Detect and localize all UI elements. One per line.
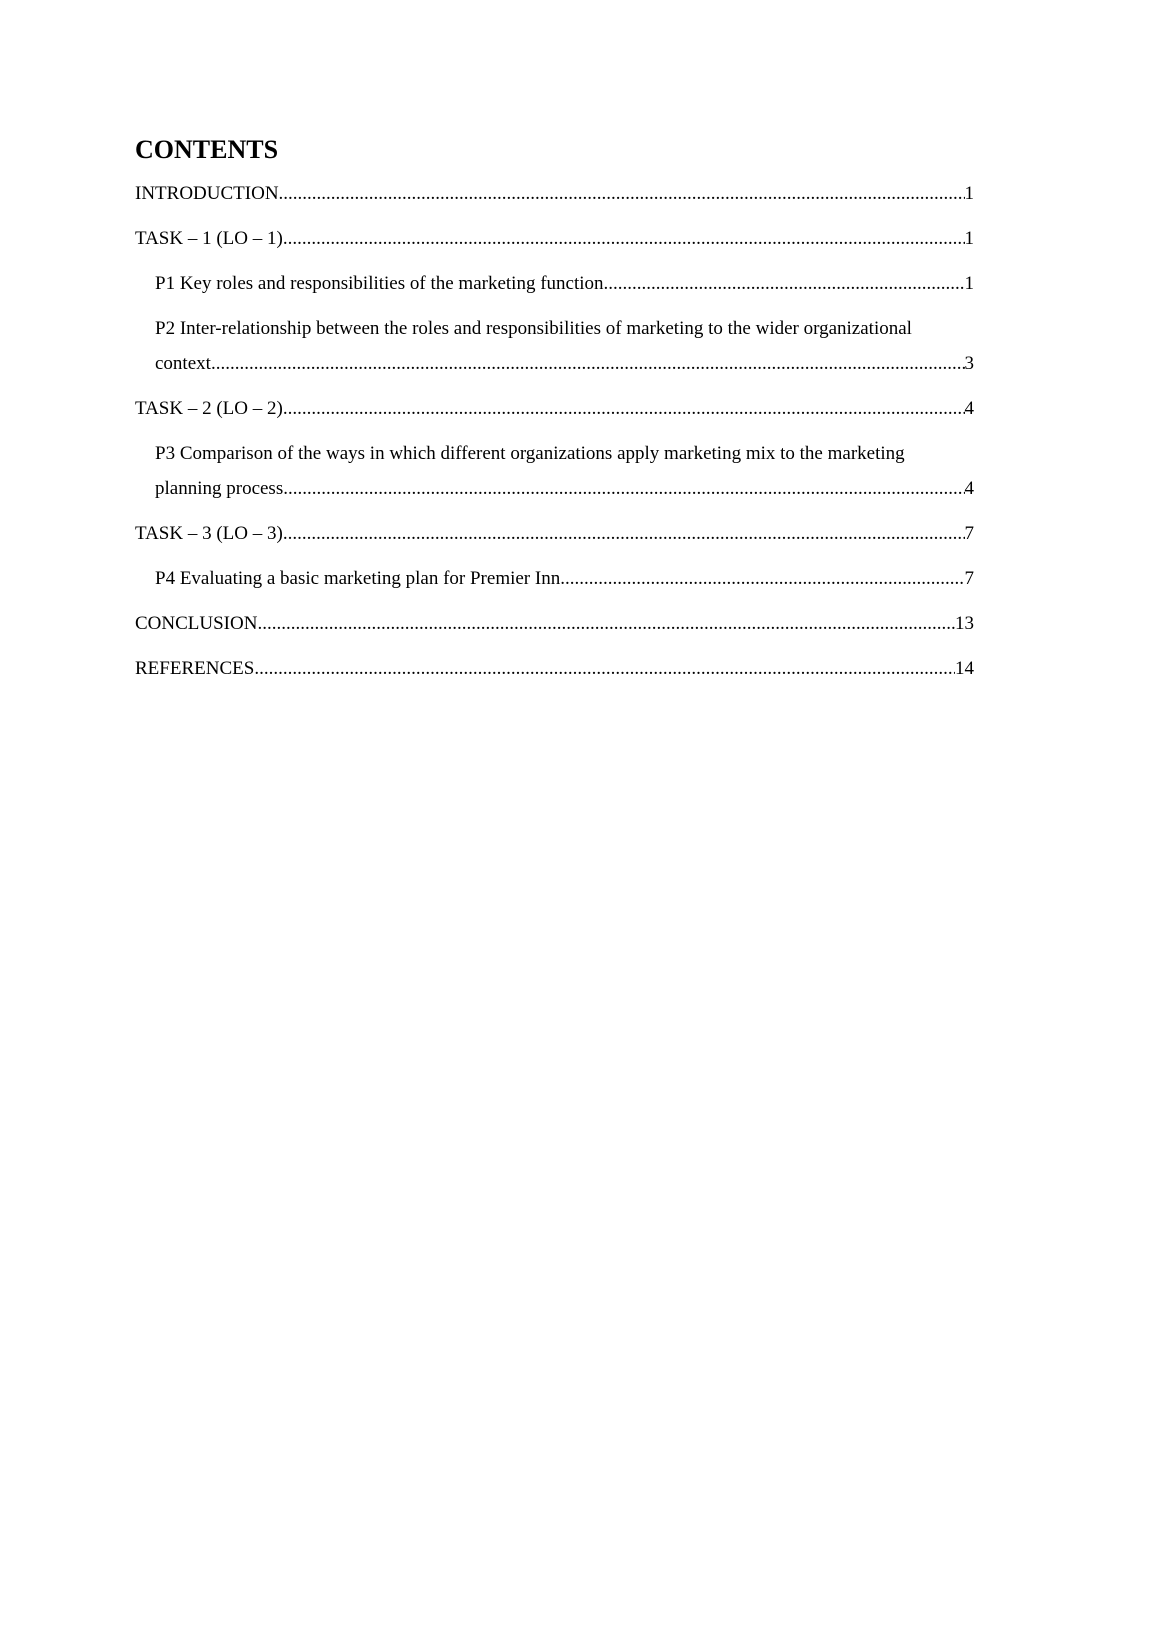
dot-leader xyxy=(283,471,964,506)
toc-entry-label: CONCLUSION xyxy=(135,613,258,634)
toc-entry-p1[interactable] xyxy=(135,266,974,301)
toc-entry-label: REFERENCES xyxy=(135,658,255,679)
dot-leader xyxy=(283,516,965,551)
dot-leader xyxy=(254,651,955,686)
dot-leader xyxy=(560,561,964,596)
toc-page-number: 4 xyxy=(964,398,974,419)
toc-entry-label: P4 Evaluating a basic marketing plan for Premier Inn xyxy=(155,568,561,589)
toc-page-number: 3 xyxy=(964,353,974,374)
table-of-contents xyxy=(135,176,974,696)
toc-entry-label-line1: P3 Comparison of the ways in which different organizations apply marketing mix to the marketing xyxy=(155,443,905,464)
dot-leader xyxy=(279,176,965,211)
toc-entry-label: planning process xyxy=(155,478,284,499)
toc-entry-label: TASK – 2 (LO – 2) xyxy=(135,398,283,419)
toc-entry-label: context xyxy=(155,353,211,374)
toc-entry-task-3[interactable] xyxy=(135,516,974,551)
toc-entry-references[interactable] xyxy=(135,651,974,686)
toc-entry-p4[interactable] xyxy=(135,561,974,596)
toc-heading: CONTENTS xyxy=(135,135,279,164)
toc-entry-conclusion[interactable] xyxy=(135,606,974,641)
toc-entry-introduction[interactable] xyxy=(135,176,974,211)
toc-entry-label: P1 Key roles and responsibilities of the marketing function xyxy=(155,273,604,294)
toc-entry-task-1[interactable] xyxy=(135,221,974,256)
toc-page-number: 1 xyxy=(964,183,974,204)
toc-entry-label: INTRODUCTION xyxy=(135,183,279,204)
toc-page-number: 13 xyxy=(955,613,974,634)
toc-page-number: 1 xyxy=(964,273,974,294)
toc-entry-label: TASK – 1 (LO – 1) xyxy=(135,228,283,249)
dot-leader xyxy=(257,606,955,641)
dot-leader xyxy=(604,266,965,301)
toc-page-number: 14 xyxy=(955,658,974,679)
toc-entry-label-line1: P2 Inter-relationship between the roles and responsibilities of marketing to the wider organizational xyxy=(155,318,912,339)
toc-page-number: 4 xyxy=(964,478,974,499)
toc-page-number: 1 xyxy=(964,228,974,249)
toc-page-number: 7 xyxy=(964,568,974,589)
dot-leader xyxy=(211,346,965,381)
toc-entry-p3[interactable] xyxy=(135,436,974,506)
dot-leader xyxy=(283,221,965,256)
toc-entry-p2[interactable] xyxy=(135,311,974,381)
toc-entry-task-2[interactable] xyxy=(135,391,974,426)
dot-leader xyxy=(283,391,965,426)
toc-page-number: 7 xyxy=(964,523,974,544)
toc-entry-label: TASK – 3 (LO – 3) xyxy=(135,523,283,544)
